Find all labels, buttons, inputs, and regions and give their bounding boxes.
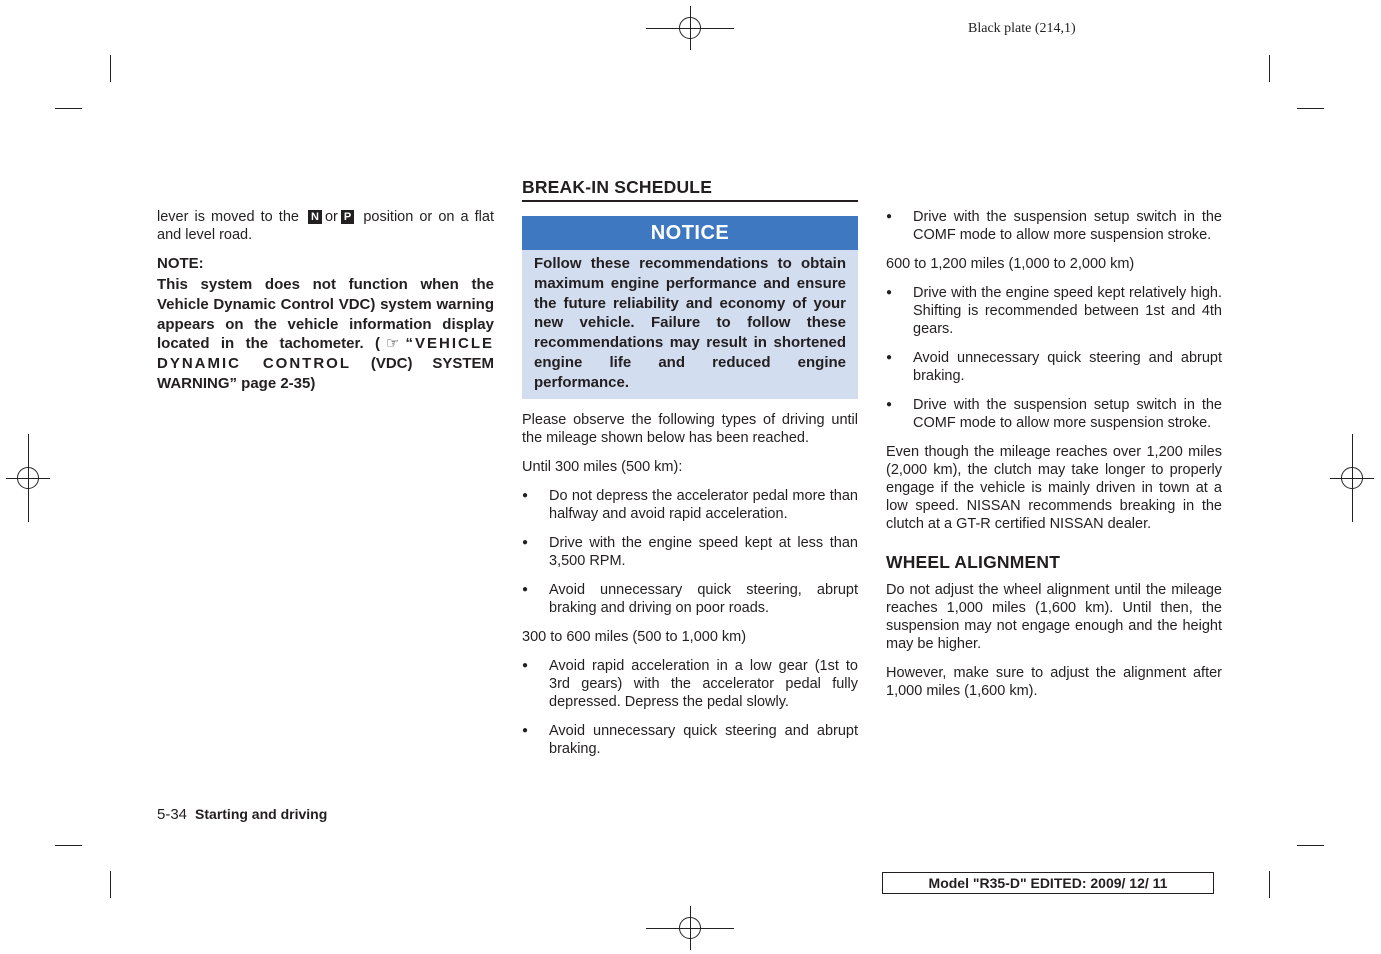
- page-footer: [157, 806, 327, 823]
- intro-paragraph: lever is moved to the N or P position or on a flat and level road.: [157, 209, 494, 243]
- list-item: ● Do not depress the accelerator pedal more than halfway and avoid rapid acceleration.: [522, 487, 858, 523]
- section-title-wheel-alignment: WHEEL ALIGNMENT: [886, 552, 1061, 572]
- list-item: ● Drive with the suspension setup switch in the COMF mode to allow more suspension stroke.: [886, 208, 1222, 244]
- stage-list-3: [886, 284, 1222, 432]
- clutch-paragraph: Even though the mileage reaches over 1,200 miles (2,000 km), the clutch may take longer to properly engage if the vehicle is mainly driven in town at a low speed. NISSAN recommends breaking in the clutch at a GT-R certified NISSAN dealer.: [886, 444, 1222, 532]
- note-reference-cont[interactable]: (VDC) SYSTEM WARNING” page 2-35): [157, 355, 494, 392]
- note-body: This system does not function when the Vehicle Dynamic Control VDC) system warning appears on the vehicle information display located in the tachometer. ( ☞ “VEHICLE DYNAMIC CONTROL (VDC) SYSTEM WARNING” page 2-35): [157, 276, 494, 392]
- wheel-paragraph-2: However, make sure to adjust the alignment after 1,000 miles (1,600 km).: [886, 665, 1222, 699]
- registration-mark-left: [6, 456, 50, 500]
- section-name: Starting and driving: [195, 806, 328, 822]
- page-number: 5-34: [157, 806, 188, 823]
- column-right: [886, 208, 1222, 711]
- list-item: ● Drive with the engine speed kept at less than 3,500 RPM.: [522, 534, 858, 570]
- intro-paragraph: Please observe the following types of driving until the mileage shown below has been reached.: [522, 411, 858, 446]
- list-item: ● Drive with the engine speed kept relatively high. Shifting is recommended between 1st and 4th gears.: [886, 284, 1222, 338]
- registration-mark-bottom: [668, 906, 712, 950]
- model-edit-box: Model "R35-D" EDITED: 2009/ 12/ 11: [882, 872, 1214, 894]
- stage-list-2-cont: [886, 208, 1222, 244]
- key-p-icon: P: [341, 210, 354, 224]
- column-middle: [522, 176, 858, 769]
- stage-heading-2: 300 to 600 miles (500 to 1,000 km): [522, 628, 747, 645]
- stage-heading-1: Until 300 miles (500 km):: [522, 458, 683, 475]
- registration-mark-top: [668, 6, 712, 50]
- list-item: ● Avoid unnecessary quick steering, abrupt braking and driving on poor roads.: [522, 581, 858, 617]
- section-title-break-in: BREAK-IN SCHEDULE: [522, 176, 858, 202]
- column-left: [157, 208, 494, 394]
- key-n-icon: N: [308, 210, 322, 224]
- note-heading: NOTE:: [157, 255, 204, 272]
- list-item: ● Avoid unnecessary quick steering and abrupt braking.: [522, 722, 858, 758]
- list-item: ● Avoid rapid acceleration in a low gear (1st to 3rd gears) with the accelerator pedal fully depressed. Depress the pedal slowly.: [522, 657, 858, 711]
- notice-box: [522, 216, 858, 399]
- list-item: ● Drive with the suspension setup switch in the COMF mode to allow more suspension stroke.: [886, 396, 1222, 432]
- note-reference[interactable]: ( ☞ “VEHICLE DYNAMIC CONTROL: [157, 335, 494, 373]
- notice-heading: NOTICE: [522, 216, 858, 250]
- list-item: ● Avoid unnecessary quick steering and abrupt braking.: [886, 349, 1222, 385]
- stage-list-2: [522, 657, 858, 758]
- wheel-paragraph-1: Do not adjust the wheel alignment until the mileage reaches 1,000 miles (1,600 km). Until then, the suspension may not engage enough and the height may be higher.: [886, 582, 1222, 652]
- hand-pointer-icon: ☞: [386, 335, 402, 353]
- stage-heading-3: 600 to 1,200 miles (1,000 to 2,000 km): [886, 256, 1135, 272]
- registration-mark-right: [1330, 456, 1374, 500]
- plate-label: Black plate (214,1): [968, 21, 1076, 36]
- stage-list-1: [522, 487, 858, 617]
- notice-body: Follow these recommendations to obtain maximum engine performance and ensure the future reliability and economy of your new vehicle. Failure to follow these recommendations may result in shortened engine life and reduced engine performance.: [534, 255, 846, 391]
